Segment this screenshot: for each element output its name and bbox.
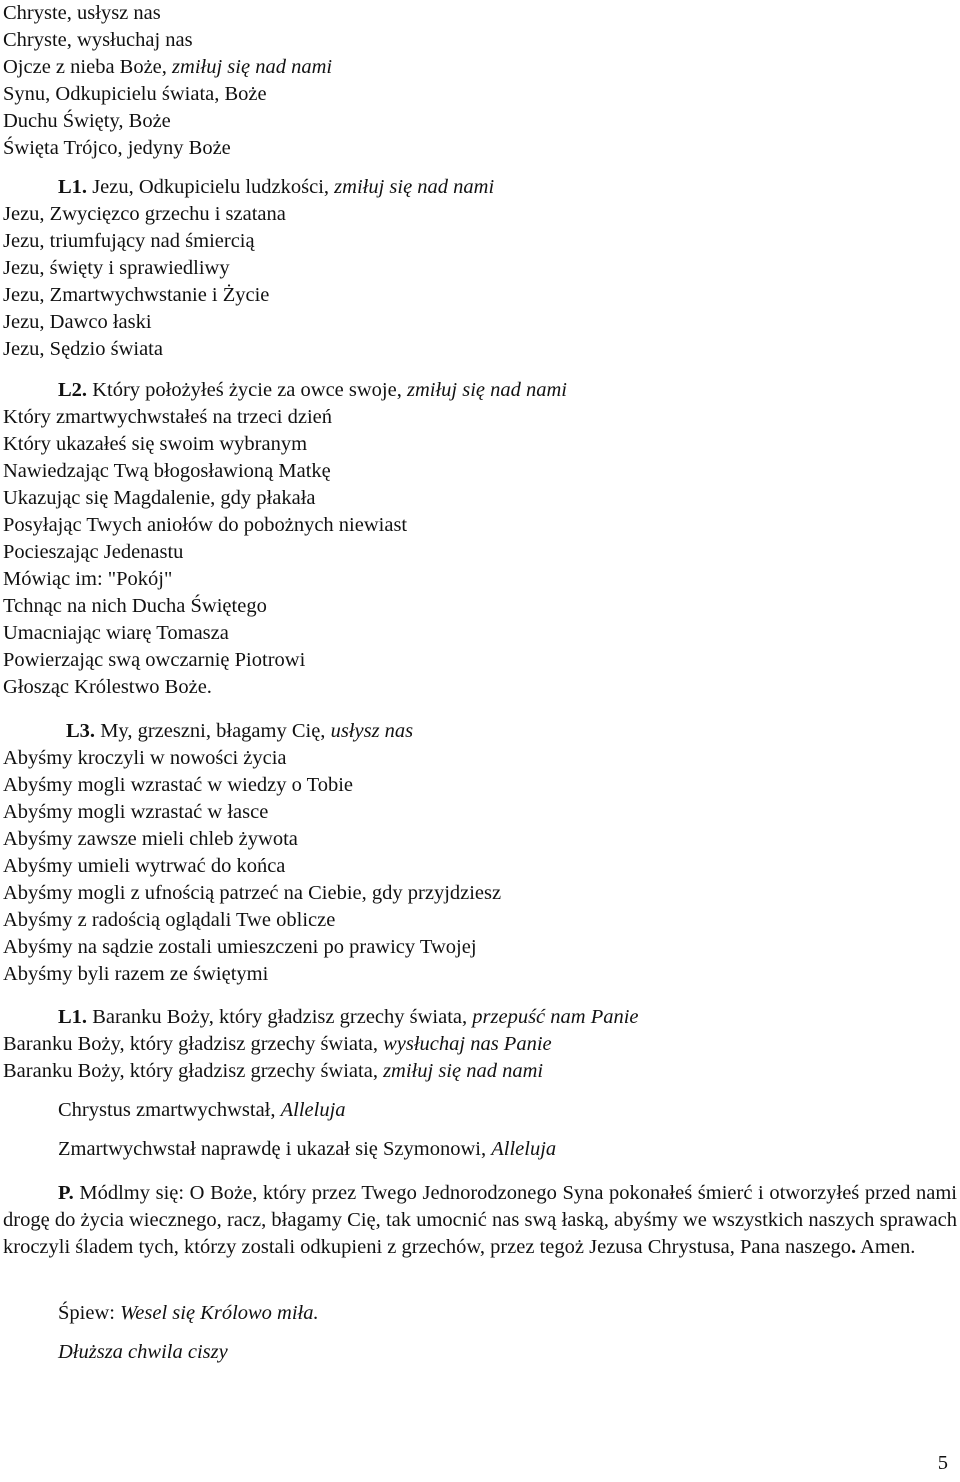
litany-line: Nawiedzając Twą błogosławioną Matkę (3, 460, 331, 482)
litany-line: Jezu, triumfujący nad śmiercią (3, 230, 255, 252)
agnus-line: Baranku Boży, który gładzisz grzechy świata, wysłuchaj nas Panie (3, 1033, 552, 1055)
litany-line: Jezu, Sędzio świata (3, 338, 163, 360)
agnus-line: L1. Baranku Boży, który gładzisz grzechy świata, przepuść nam Panie (58, 1006, 639, 1028)
opening-line: Chryste, usłysz nas (3, 2, 161, 24)
response-text: Alleluja (491, 1138, 557, 1160)
litany-line: Abyśmy umieli wytrwać do końca (3, 855, 286, 877)
agnus-line: Baranku Boży, który gładzisz grzechy świata, zmiłuj się nad nami (3, 1060, 544, 1082)
section-l3-first-line: L3. My, grzeszni, błagamy Cię, usłysz nas (66, 720, 414, 742)
litany-line: Powierzając swą owczarnię Piotrowi (3, 649, 306, 671)
leader-marker: L2. (58, 379, 88, 401)
priest-marker: P. (58, 1182, 74, 1204)
litany-line: Pocieszając Jedenastu (3, 541, 184, 563)
response-text: zmiłuj się nad nami (334, 176, 495, 198)
litany-line: Posyłając Twych aniołów do pobożnych niewiast (3, 514, 408, 536)
response-text: wysłuchaj nas Panie (383, 1033, 552, 1055)
response-text: usłysz nas (330, 720, 414, 742)
litany-line: Jezu, święty i sprawiedliwy (3, 257, 230, 279)
response-text: Alleluja (280, 1099, 346, 1121)
litany-line: Abyśmy kroczyli w nowości życia (3, 747, 287, 769)
litany-line: Abyśmy z radością oglądali Twe oblicze (3, 909, 336, 931)
litany-line: Abyśmy mogli wzrastać w łasce (3, 801, 269, 823)
response-text: zmiłuj się nad nami (172, 56, 333, 78)
litany-line: Abyśmy mogli wzrastać w wiedzy o Tobie (3, 774, 354, 796)
leader-marker: L3. (66, 720, 96, 742)
litany-line: Głosząc Królestwo Boże. (3, 676, 212, 698)
song-line: Śpiew: Wesel się Królowo miła. (58, 1302, 319, 1324)
song-title: Wesel się Królowo miła. (120, 1302, 319, 1324)
litany-line: Mówiąc im: "Pokój" (3, 568, 173, 590)
litany-line: Abyśmy zawsze mieli chleb żywota (3, 828, 298, 850)
litany-line: Umacniając wiarę Tomasza (3, 622, 229, 644)
litany-line: Jezu, Zwycięzco grzechu i szatana (3, 203, 286, 225)
closing-prayer: P. Módlmy się: O Boże, który przez Twego Jednorodzonego Syna pokonałeś śmierć i otworzyłeś przed nami drogę do życia wiecznego, racz, błagamy Cię, tak umocnić nas swą łaską, abyśmy we wszystkich naszych sprawach kroczyli śladem tych, którzy zostali odkupieni z grzechów, przez tegoż Jezusa Chrystusa, Pana naszego. Amen. (3, 1182, 957, 1258)
invocation-line: Synu, Odkupicielu świata, Boże (3, 83, 267, 105)
litany-line: Który zmartwychwstałeś na trzeci dzień (3, 406, 333, 428)
litany-line: Ukazując się Magdalenie, gdy płakała (3, 487, 316, 509)
litany-line: Jezu, Dawco łaski (3, 311, 152, 333)
response-text: zmiłuj się nad nami (406, 379, 568, 401)
leader-marker: L1. (58, 176, 88, 198)
litany-line: Tchnąc na nich Ducha Świętego (3, 595, 267, 617)
litany-line: Który ukazałeś się swoim wybranym (3, 433, 308, 455)
litany-line: Jezu, Zmartwychwstanie i Życie (3, 284, 270, 306)
prayer-text: Módlmy się: O Boże, który przez Twego Jednorodzonego Syna pokonałeś śmierć i otworzyłeś przed nami drogę do życia wiecznego, racz, błagamy Cię, tak umocnić nas swą łaską, abyśmy we wszystkich naszych sprawach kroczyli śladem tych, którzy zostali odkupieni z grzechów, przez tegoż Jezusa Chrystusa, Pana naszego (3, 1182, 957, 1258)
invocation-line: Duchu Święty, Boże (3, 110, 171, 132)
leader-marker: L1. (58, 1006, 88, 1028)
litany-line: Abyśmy na sądzie zostali umieszczeni po prawicy Twojej (3, 936, 477, 958)
litany-line: Abyśmy byli razem ze świętymi (3, 963, 269, 985)
versicle-line: Chrystus zmartwychwstał, Alleluja (58, 1099, 346, 1121)
amen-text: Amen. (856, 1236, 916, 1258)
litany-line: Abyśmy mogli z ufnością patrzeć na Ciebie, gdy przyjdziesz (3, 882, 502, 904)
response-text: zmiłuj się nad nami (383, 1060, 544, 1082)
versicle-line: Zmartwychwstał naprawdę i ukazał się Szymonowi, Alleluja (58, 1138, 557, 1160)
opening-line: Chryste, wysłuchaj nas (3, 29, 193, 51)
section-l1-first-line: L1. Jezu, Odkupicielu ludzkości, zmiłuj się nad nami (58, 176, 495, 198)
section-l2-first-line: L2. Który położyłeś życie za owce swoje, zmiłuj się nad nami (58, 379, 568, 401)
closing-note: Dłuższa chwila ciszy (58, 1341, 228, 1363)
response-text: przepuść nam Panie (472, 1006, 639, 1028)
invocation-line: Ojcze z nieba Boże, zmiłuj się nad nami (3, 56, 333, 78)
invocation-line: Święta Trójco, jedyny Boże (3, 137, 231, 159)
page-number: 5 (937, 1452, 948, 1474)
